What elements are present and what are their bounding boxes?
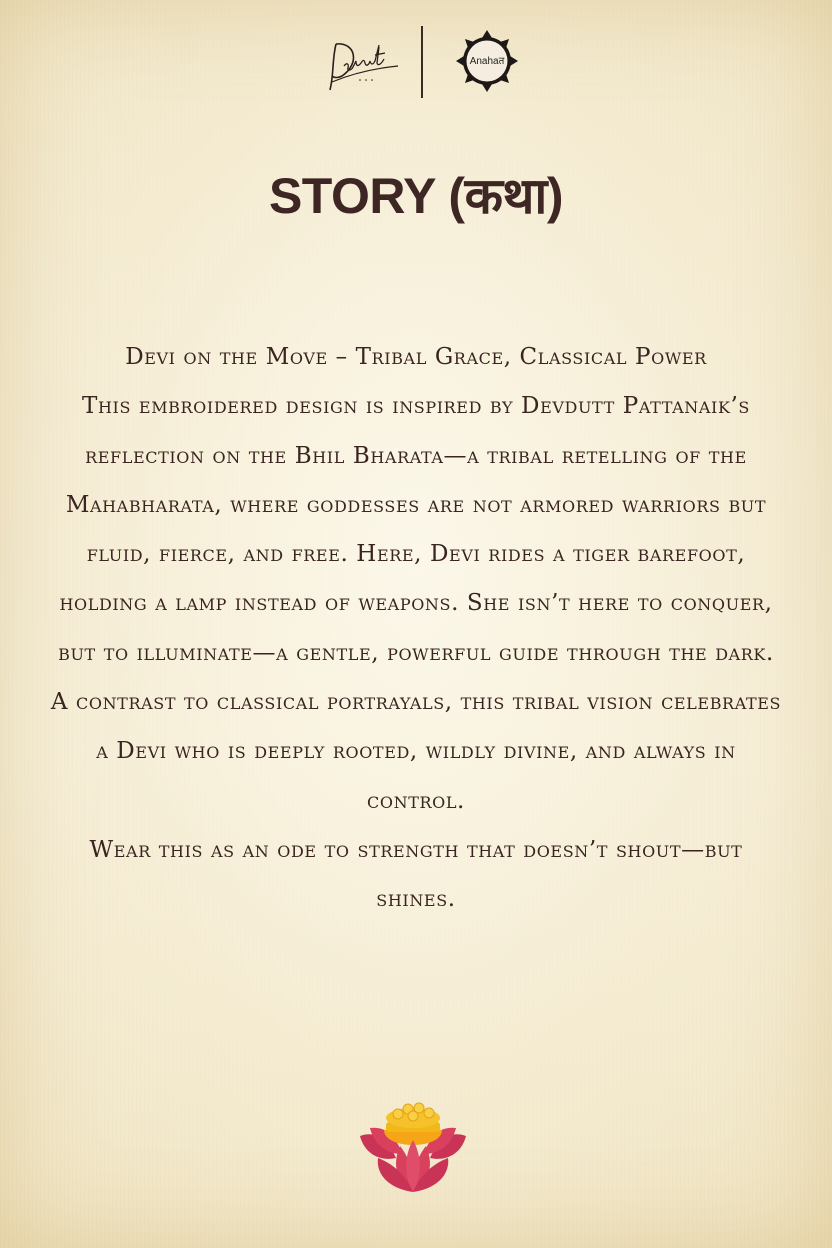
lotus-kalash-icon	[356, 1100, 470, 1196]
emblem-label: Anahaत	[469, 56, 505, 67]
brand-header	[0, 24, 832, 100]
header-divider	[421, 26, 423, 98]
story-closing: Wear this as an ode to strength that doesn’t shout—but shines.	[89, 836, 743, 913]
devdutt-signature-logo	[326, 30, 402, 94]
page-title: STORY (कथा)	[268, 168, 564, 224]
story-heading: Devi on the Move – Tribal Grace, Classical Power	[125, 344, 707, 370]
story-text	[46, 333, 786, 925]
story-body: This embroidered design is inspired by Devdutt Pattanaik’s reflection on the Bhil Bharata—a tribal retelling of the Mahabharata, where goddesses are not armored warriors but fluid, fierce, and free. Here, Devi rides a tiger barefoot, holding a lamp instead of weapons. She isn’t here to conquer, but to illuminate—a gentle, powerful guide through the dark. A contrast to classical portrayals, this tribal vision celebrates a Devi who is deeply rooted, wildly divine, and always in control.	[50, 393, 782, 814]
